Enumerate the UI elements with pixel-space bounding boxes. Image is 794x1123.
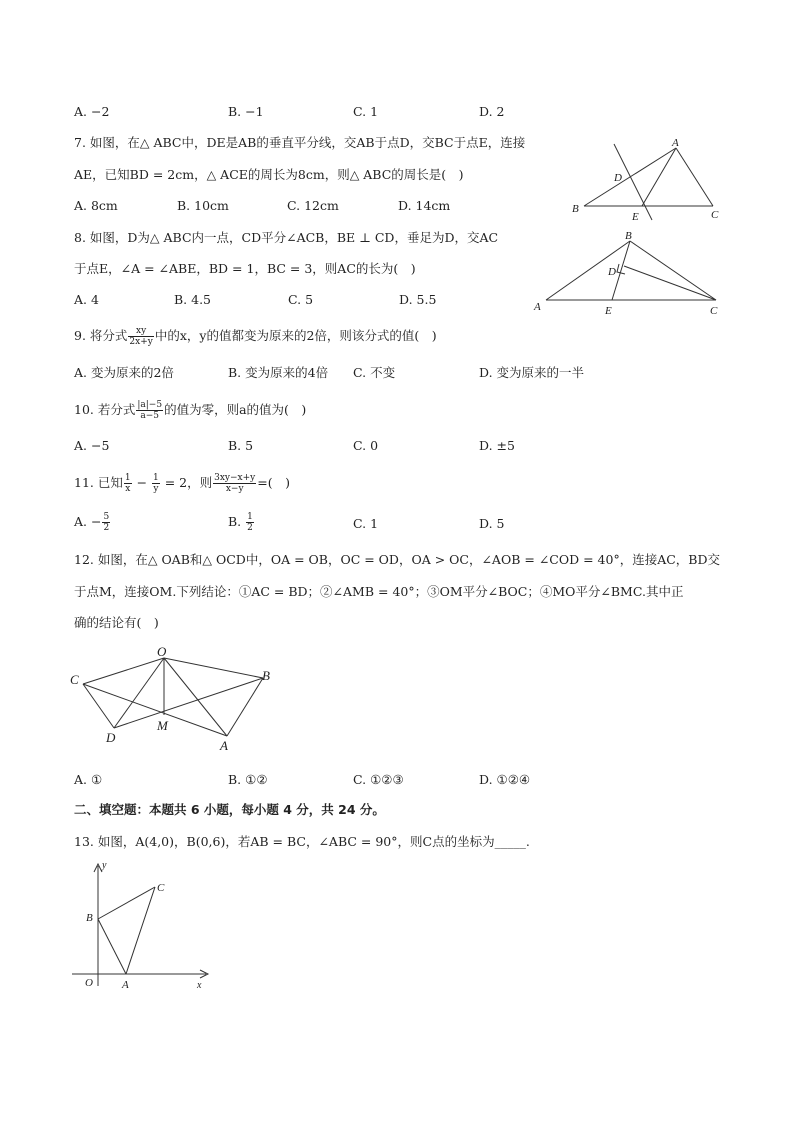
q7-option-a: A. 8cm: [74, 198, 118, 213]
q11-option-a-prefix: A. −: [74, 514, 102, 529]
q9-option-b: B. 变为原来的4倍: [228, 365, 329, 380]
q10-fraction: [136, 400, 163, 421]
q11-option-a-num: 5: [103, 512, 110, 522]
q12-label-a: A: [220, 738, 228, 753]
q9-option-d: D. 变为原来的一半: [479, 365, 585, 380]
q7-label-a: A: [672, 137, 679, 149]
q10-option-d: D. ±5: [479, 438, 515, 453]
q7-text-line2: AE，已知BD = 2cm，△ ACE的周长为8cm，则△ ABC的周长是( ): [74, 167, 464, 182]
q11-f1-den: x: [125, 484, 131, 494]
q12-label-m: M: [157, 718, 168, 733]
q8-label-b: B: [625, 230, 632, 242]
q12-option-a: A. ①: [74, 772, 103, 787]
q11-fraction-1: [124, 473, 132, 494]
q11-minus: −: [132, 475, 152, 490]
q11-option-a: [74, 512, 111, 533]
q9-prefix: 9. 将分式: [74, 328, 128, 343]
q10-option-b: B. 5: [228, 438, 254, 453]
q7-option-b: B. 10cm: [177, 198, 229, 213]
q8-label-e: E: [605, 305, 612, 317]
q6-option-a: A. −2: [74, 104, 110, 119]
q12-label-b: B: [262, 668, 270, 683]
q11-suffix: =( ): [257, 475, 290, 490]
q13-label-b: B: [86, 912, 93, 924]
q8-option-c: C. 5: [288, 292, 314, 307]
q8-label-d: D: [608, 266, 616, 278]
q9-frac-den: 2x+y: [129, 337, 153, 347]
q12-text-line2: 于点M，连接OM.下列结论：①AC = BD；②∠AMB = 40°；③OM平分∠BOC；④MO平分∠BMC.其中正: [74, 584, 684, 599]
q13-text: 13. 如图，A(4,0)，B(0,6)，若AB = BC，∠ABC = 90°，则C点的坐标为_____.: [74, 834, 530, 849]
q9-option-a: A. 变为原来的2倍: [74, 365, 174, 380]
q13-label-a: A: [122, 979, 129, 991]
q10-text: [74, 400, 306, 421]
q10-frac-num: |a|−5: [137, 400, 163, 410]
q11-mid: = 2，则: [160, 475, 213, 490]
q12-label-o: O: [157, 644, 167, 659]
q12-text-line1: 12. 如图，在△ OAB和△ OCD中，OA = OB，OC = OD，OA > OC，∠AOB = ∠COD = 40°，连接AC，BD交: [74, 552, 720, 567]
q11-option-b-den: 2: [247, 523, 253, 533]
q9-suffix: 中的x，y的值都变为原来的2倍，则该分式的值( ): [154, 328, 437, 343]
q12-option-d: D. ①②④: [479, 772, 531, 787]
q11-option-b: [228, 512, 255, 533]
q11-option-b-prefix: B.: [228, 514, 246, 529]
q11-f2-num: 1: [153, 473, 159, 483]
q8-text-line2: 于点E，∠A = ∠ABE，BD = 1，BC = 3，则AC的长为( ): [74, 261, 416, 276]
q11-f1-num: 1: [124, 473, 131, 483]
q7-label-b: B: [572, 203, 579, 215]
q12-figure: [66, 640, 286, 755]
q13-label-x: x: [197, 980, 202, 991]
q8-option-b: B. 4.5: [174, 292, 212, 307]
q13-label-c: C: [157, 882, 165, 894]
q8-option-d: D. 5.5: [399, 292, 437, 307]
q11-fraction-3: [213, 473, 256, 494]
q12-label-d: D: [106, 730, 116, 745]
q13-label-y: y: [102, 860, 107, 871]
q11-fraction-2: [152, 473, 160, 494]
q11-option-a-den: 2: [103, 523, 110, 533]
q6-option-d: D. 2: [479, 104, 505, 119]
q7-text-line1: 7. 如图，在△ ABC中，DE是AB的垂直平分线，交AB于点D，交BC于点E，连接: [74, 135, 526, 150]
q7-label-d: D: [614, 172, 622, 184]
q12-option-b: B. ①②: [228, 772, 268, 787]
q9-text: [74, 326, 437, 347]
q8-triangle-figure: [528, 228, 728, 318]
q11-option-c: C. 1: [353, 516, 379, 531]
q11-option-a-fraction: [102, 512, 110, 533]
q12-label-c: C: [70, 672, 79, 687]
q7-triangle-figure: [570, 134, 730, 224]
q6-option-b: B. −1: [228, 104, 264, 119]
q11-f2-den: y: [153, 484, 159, 494]
q13-label-o: O: [85, 977, 93, 989]
q10-option-a: A. −5: [74, 438, 110, 453]
q11-f3-num: 3xy−x+y: [214, 473, 256, 483]
q10-prefix: 10. 若分式: [74, 402, 136, 417]
q8-text-line1: 8. 如图，D为△ ABC内一点，CD平分∠ACB，BE ⊥ CD，垂足为D，交AC: [74, 230, 499, 245]
q8-label-a: A: [534, 301, 541, 313]
q9-fraction: [128, 326, 153, 347]
q11-option-b-num: 1: [247, 512, 253, 522]
q7-label-e: E: [632, 211, 639, 223]
q12-text-line3: 确的结论有( ): [74, 615, 159, 630]
section2-title: 二、填空题：本题共 6 小题，每小题 4 分，共 24 分。: [74, 802, 385, 817]
q9-option-c: C. 不变: [353, 365, 396, 380]
q10-option-c: C. 0: [353, 438, 379, 453]
q10-frac-den: a−5: [140, 411, 160, 421]
q11-prefix: 11. 已知: [74, 475, 123, 490]
q12-option-c: C. ①②③: [353, 772, 404, 787]
q11-f3-den: x−y: [225, 484, 244, 494]
q7-option-d: D. 14cm: [398, 198, 451, 213]
q11-option-b-fraction: [246, 512, 254, 533]
q8-option-a: A. 4: [74, 292, 99, 307]
q13-coordinate-figure: [70, 858, 215, 993]
q7-option-c: C. 12cm: [287, 198, 339, 213]
q9-frac-num: xy: [128, 326, 153, 337]
q8-label-c: C: [710, 305, 718, 317]
q11-text: [74, 473, 290, 494]
q10-suffix: 的值为零，则a的值为( ): [164, 402, 307, 417]
q11-option-d: D. 5: [479, 516, 505, 531]
q6-option-c: C. 1: [353, 104, 379, 119]
q7-label-c: C: [711, 209, 719, 221]
